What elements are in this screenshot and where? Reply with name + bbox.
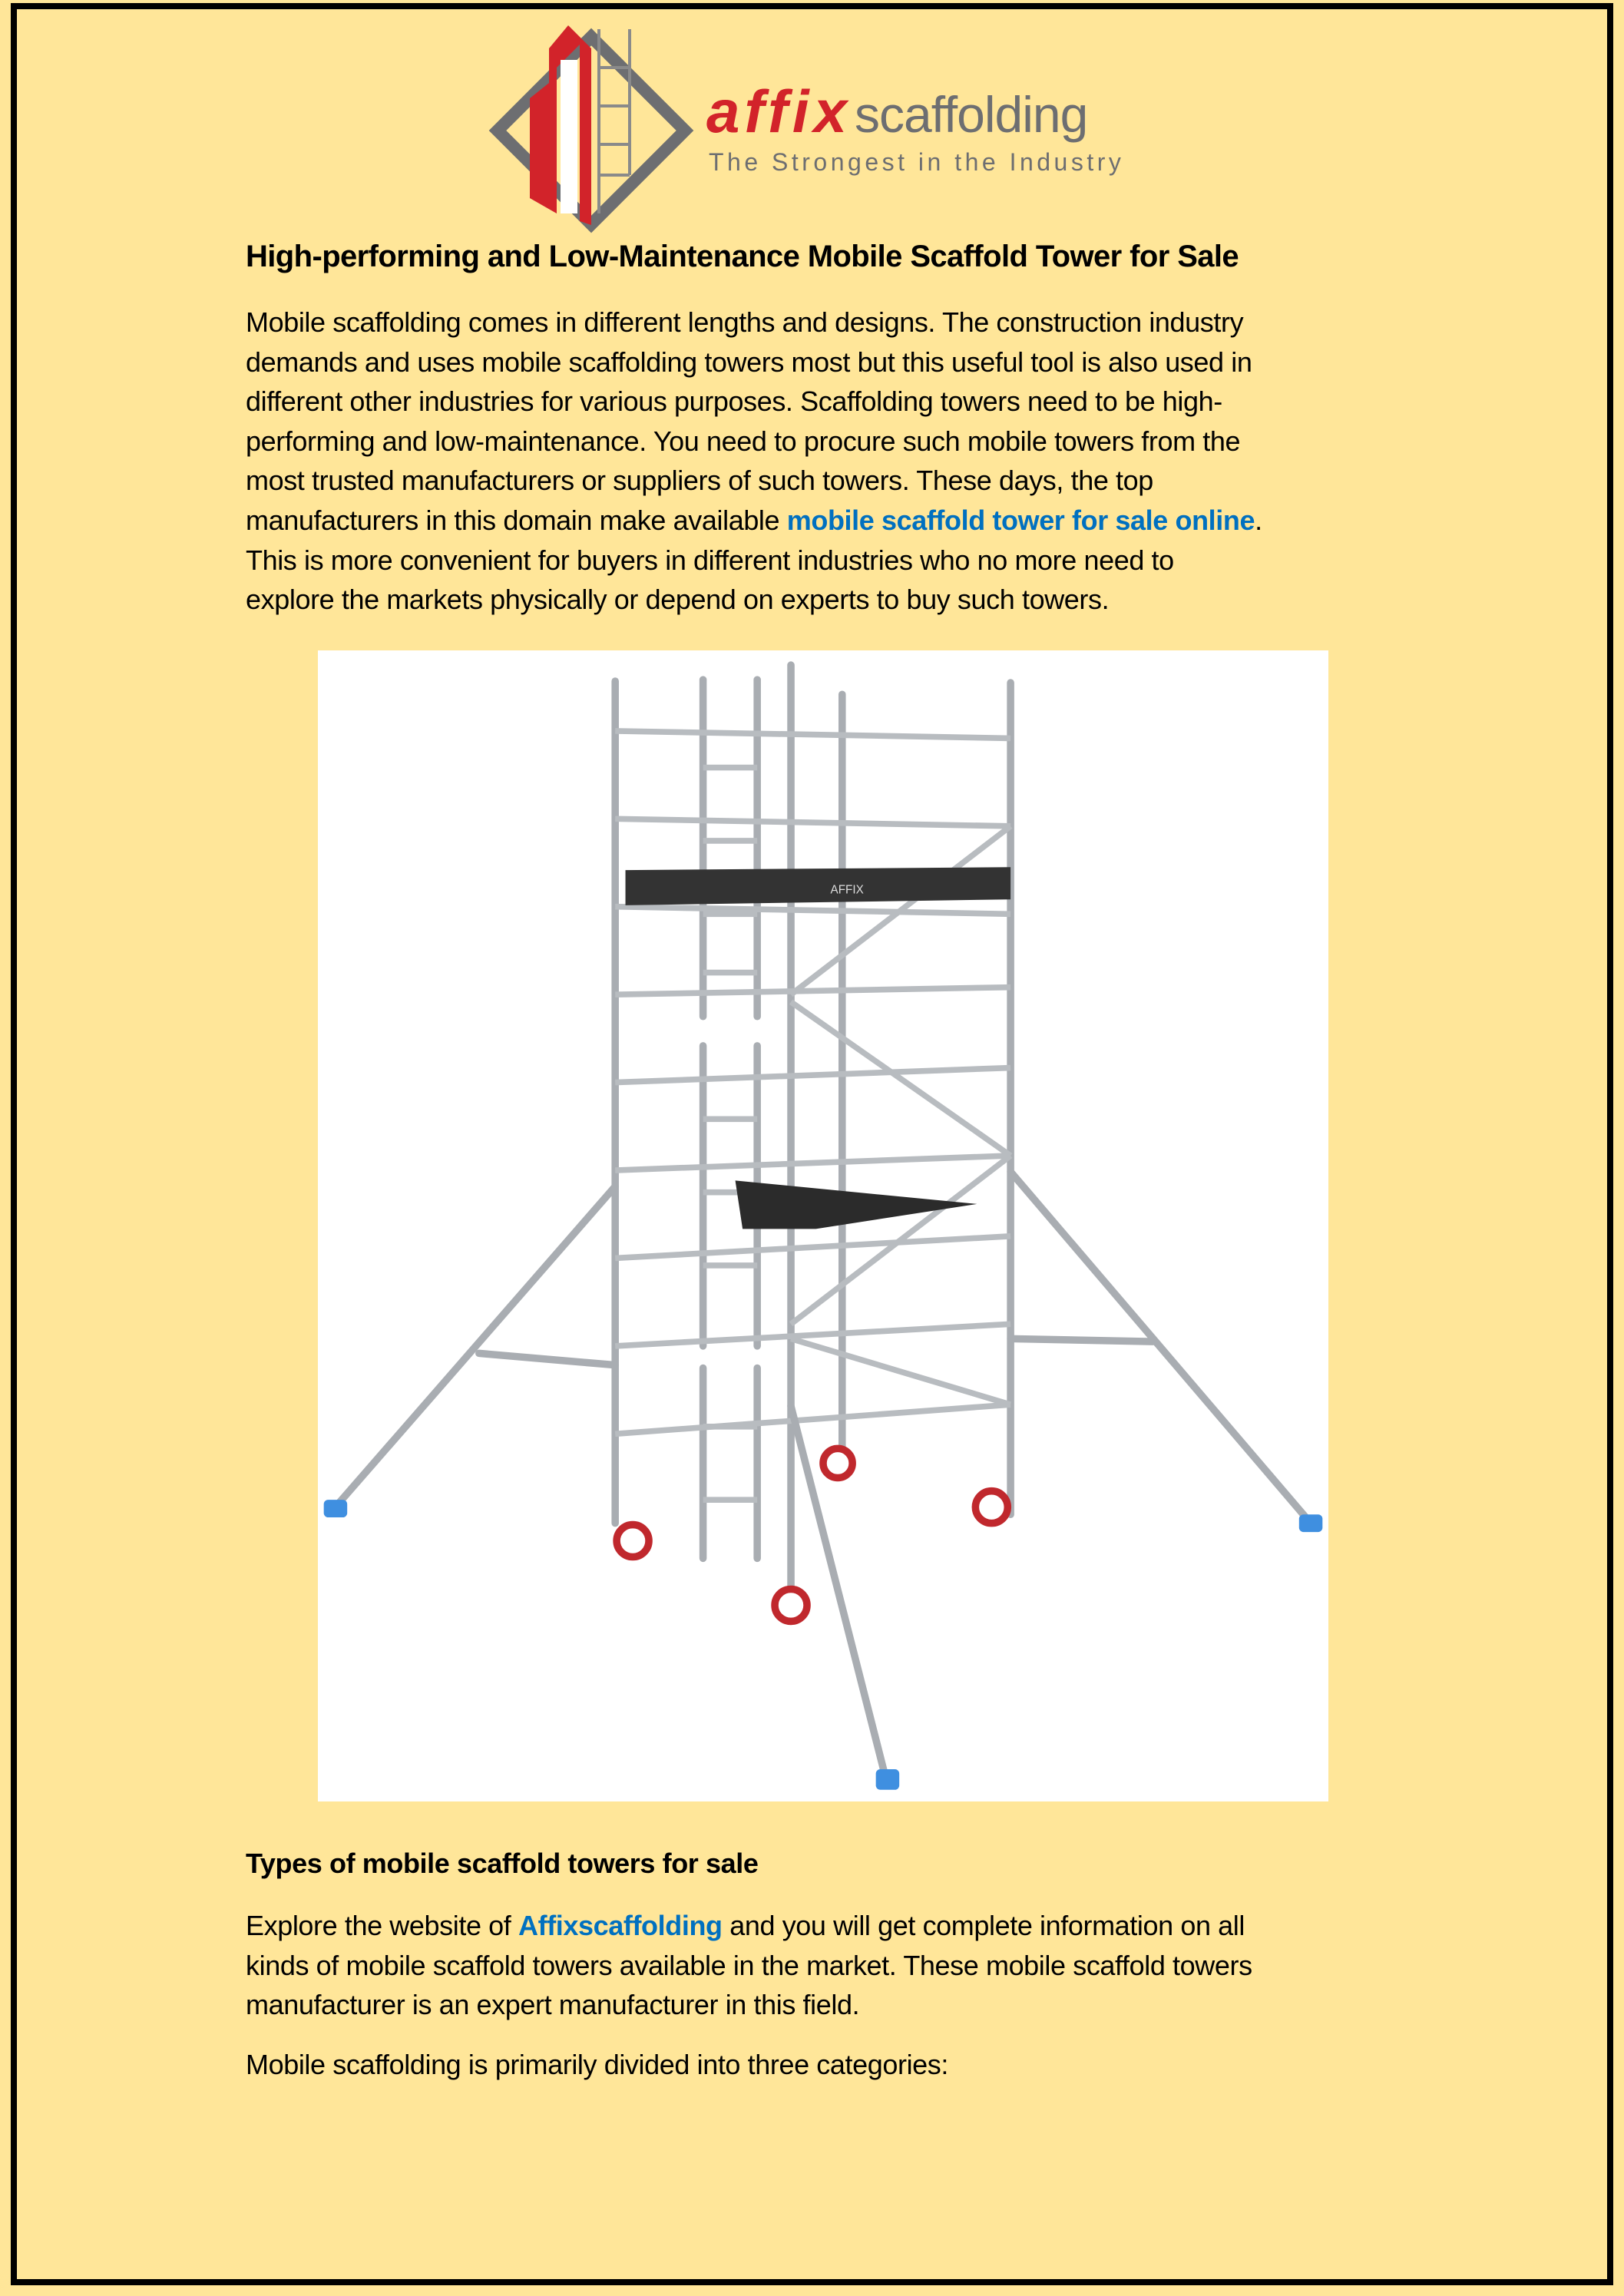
affix-logo[interactable] xyxy=(484,22,1144,237)
affixscaffolding-link[interactable]: Affixscaffolding xyxy=(518,1910,723,1941)
mobile-scaffold-tower-link[interactable]: mobile scaffold tower for sale online xyxy=(786,504,1255,536)
text-line: manufacturer is an expert manufacturer in this field. xyxy=(246,1989,860,2021)
page-title: High-performing and Low-Maintenance Mobile Scaffold Tower for Sale xyxy=(246,240,1239,273)
text-segment: . xyxy=(1255,504,1262,536)
logo-tagline: The Strongest in the Industry xyxy=(709,148,1125,176)
tower-frame xyxy=(615,665,1010,1587)
text-line: This is more convenient for buyers in different industries who no more need to xyxy=(246,544,1174,576)
text-line: kinds of mobile scaffold towers available in the market. These mobile scaffold towers xyxy=(246,1949,1252,1981)
text-line: most trusted manufacturers or suppliers of such towers. These days, the top xyxy=(246,465,1153,497)
categories-intro xyxy=(246,2045,948,2085)
text-line-with-link xyxy=(246,501,1262,541)
logo-wordmark xyxy=(706,77,1087,147)
text-line-with-link xyxy=(246,1906,1252,1946)
logo-brand-suffix: scaffolding xyxy=(854,86,1088,143)
text-line: performing and low-maintenance. You need to procure such mobile towers from the xyxy=(246,425,1241,457)
text-segment: Explore the website of xyxy=(246,1910,519,1941)
text-line: Mobile scaffolding is primarily divided into three categories: xyxy=(246,2049,948,2080)
text-line: Mobile scaffolding comes in different lengths and designs. The construction industry xyxy=(246,306,1244,338)
outriggers xyxy=(334,1172,1311,1779)
intro-paragraph xyxy=(246,303,1262,620)
tower-rungs xyxy=(615,731,1010,1500)
logo-emblem-icon xyxy=(484,22,699,237)
platform-label: AFFIX xyxy=(830,883,864,897)
wheels xyxy=(617,1448,1007,1621)
text-line: different other industries for various purposes. Scaffolding towers need to be high- xyxy=(246,385,1222,418)
platforms xyxy=(626,867,1011,1229)
scaffold-tower-illustration xyxy=(318,650,1328,1801)
section-heading: Types of mobile scaffold towers for sale xyxy=(246,1848,759,1879)
text-segment: manufacturers in this domain make available xyxy=(246,504,787,536)
text-line: demands and uses mobile scaffolding towers most but this useful tool is also used in xyxy=(246,346,1252,378)
logo-brand: affix xyxy=(706,78,852,145)
scaffold-tower-image xyxy=(318,650,1328,1801)
text-segment: and you will get complete information on all xyxy=(722,1910,1245,1941)
text-line: explore the markets physically or depend on experts to buy such towers. xyxy=(246,584,1110,616)
section-paragraph xyxy=(246,1906,1252,2025)
